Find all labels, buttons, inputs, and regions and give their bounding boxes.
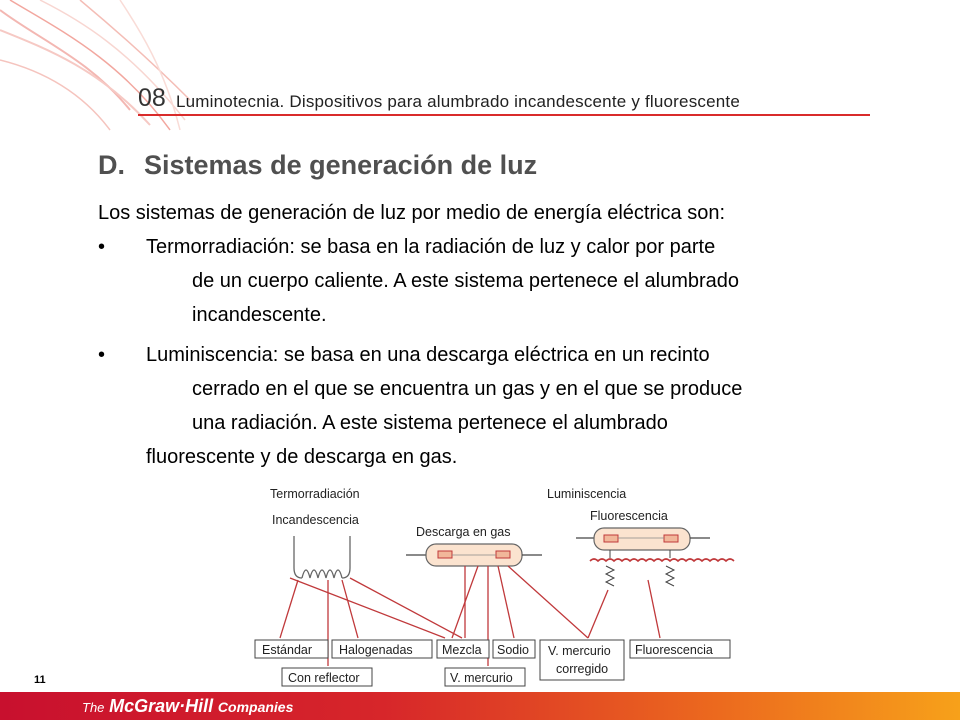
fluorescent-tube-icon bbox=[576, 528, 734, 586]
box-sodio bbox=[493, 640, 535, 658]
footer-bar bbox=[0, 692, 960, 720]
intro-paragraph: Los sistemas de generación de luz por medio de energía eléctrica son: bbox=[98, 202, 726, 224]
bullet-2-line-2: cerrado en el que se encuentra un gas y en el que se produce bbox=[192, 378, 743, 400]
box-fluorescencia-label: Fluorescencia bbox=[635, 643, 713, 657]
box-con-reflector-label: Con reflector bbox=[288, 671, 360, 685]
box-estandar-label: Estándar bbox=[262, 643, 313, 657]
publisher-logo bbox=[82, 696, 293, 717]
bullet-1-line-1: Termorradiación: se basa en la radiación de luz y calor por parte bbox=[146, 236, 716, 258]
box-v-mercurio-corregido bbox=[540, 640, 624, 680]
chapter-number: 08 bbox=[138, 84, 166, 112]
section-title-text: Sistemas de generación de luz bbox=[144, 150, 538, 180]
bullet-2-symbol: • bbox=[98, 344, 106, 366]
box-estandar bbox=[255, 640, 328, 658]
box-mezcla-label: Mezcla bbox=[442, 643, 482, 657]
discharge-tube-icon bbox=[406, 544, 542, 566]
box-v-mercurio bbox=[445, 668, 525, 686]
chapter-title: Luminotecnia. Dispositivos para alumbrado incandescente y fluorescente bbox=[176, 92, 740, 111]
bullet-1-line-2: de un cuerpo caliente. A este sistema pertenece el alumbrado bbox=[192, 270, 740, 292]
bullet-1-symbol: • bbox=[98, 236, 106, 258]
box-v-mercurio-label: V. mercurio bbox=[450, 671, 513, 685]
bullet-2-line-1: Luminiscencia: se basa en una descarga eléctrica en un recinto bbox=[146, 344, 710, 366]
filament-icon bbox=[294, 536, 350, 578]
section-title bbox=[98, 150, 537, 181]
label-fluorescencia-top: Fluorescencia bbox=[590, 509, 668, 523]
chapter-header bbox=[138, 84, 870, 116]
brand-the: The bbox=[82, 700, 105, 715]
decorative-swirl bbox=[0, 0, 200, 140]
box-v-mercurio-corregido-line-1: V. mercurio bbox=[548, 644, 611, 658]
box-v-mercurio-corregido-line-2: corregido bbox=[556, 662, 609, 676]
bullet-2-line-3: una radiación. A este sistema pertenece el alumbrado bbox=[192, 412, 668, 434]
bullet-1-line-3: incandescente. bbox=[192, 304, 327, 326]
box-fluorescencia bbox=[630, 640, 730, 658]
box-halogenadas bbox=[332, 640, 432, 658]
label-termorradiacion: Termorradiación bbox=[270, 487, 360, 501]
lamp-classification-diagram bbox=[250, 480, 740, 692]
bullet-2-line-4: fluorescente y de descarga en gas. bbox=[146, 446, 458, 468]
label-descarga-en-gas: Descarga en gas bbox=[416, 525, 511, 539]
label-luminiscencia: Luminiscencia bbox=[547, 487, 627, 501]
brand-companies: Companies bbox=[217, 699, 294, 715]
section-letter: D. bbox=[98, 150, 125, 180]
label-incandescencia: Incandescencia bbox=[272, 513, 359, 527]
box-halogenadas-label: Halogenadas bbox=[339, 643, 413, 657]
brand-name: McGraw·Hill bbox=[109, 696, 214, 716]
page-number: 11 bbox=[34, 674, 46, 686]
box-sodio-label: Sodio bbox=[497, 643, 529, 657]
box-con-reflector bbox=[282, 668, 372, 686]
box-mezcla bbox=[437, 640, 489, 658]
